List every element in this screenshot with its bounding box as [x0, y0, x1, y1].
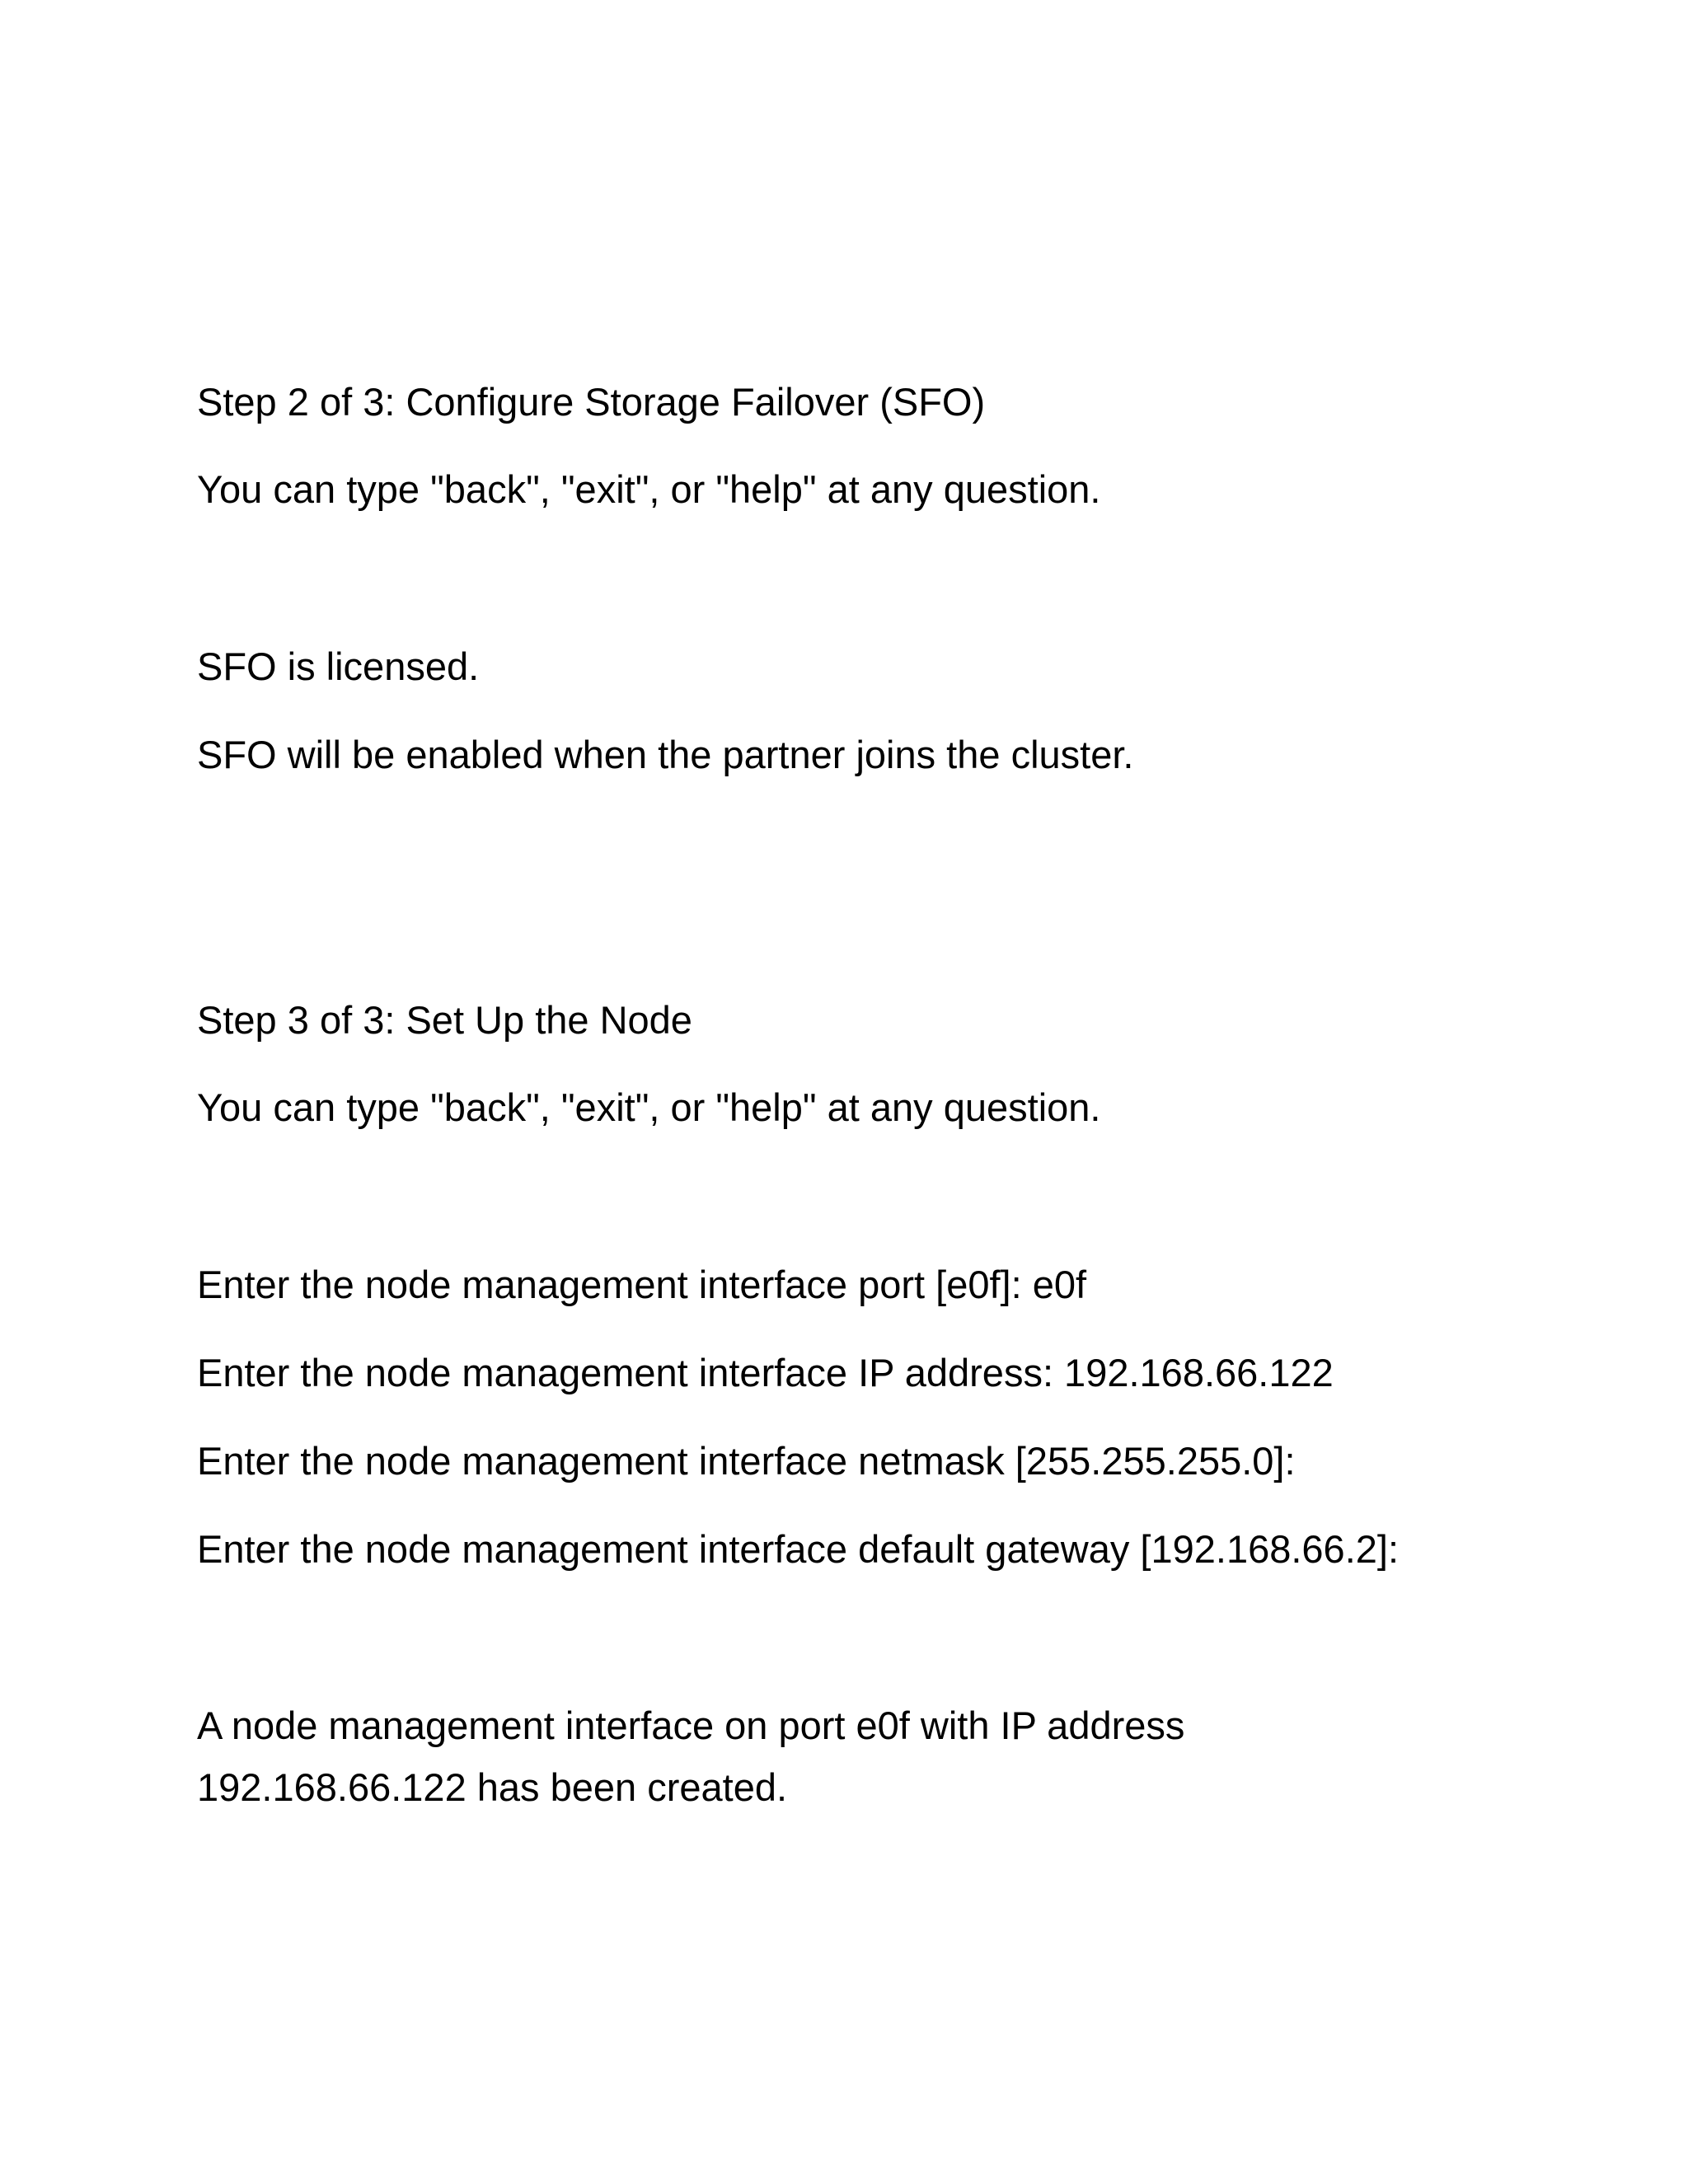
prompt-netmask: Enter the node management interface netmask [255.255.255.0]:: [197, 1439, 1296, 1483]
step3-hint: You can type "back", "exit", or "help" at any question.: [197, 1085, 1101, 1129]
prompt-default-gateway: Enter the node management interface default gateway [192.168.66.2]:: [197, 1527, 1400, 1571]
sfo-enabled-note: SFO will be enabled when the partner joins the cluster.: [197, 733, 1134, 776]
prompt-port: Enter the node management interface port [e0f]: e0f: [197, 1263, 1087, 1306]
step2-heading: Step 2 of 3: Configure Storage Failover (SFO): [197, 380, 986, 424]
step3-heading: Step 3 of 3: Set Up the Node: [197, 998, 692, 1042]
step2-hint: You can type "back", "exit", or "help" at any question.: [197, 467, 1101, 511]
result-line-1: A node management interface on port e0f with IP address: [197, 1704, 1185, 1747]
prompt-ip-address: Enter the node management interface IP address: 192.168.66.122: [197, 1351, 1334, 1394]
result-line-2: 192.168.66.122 has been created.: [197, 1765, 788, 1809]
sfo-licensed-text: SFO is licensed.: [197, 644, 480, 688]
